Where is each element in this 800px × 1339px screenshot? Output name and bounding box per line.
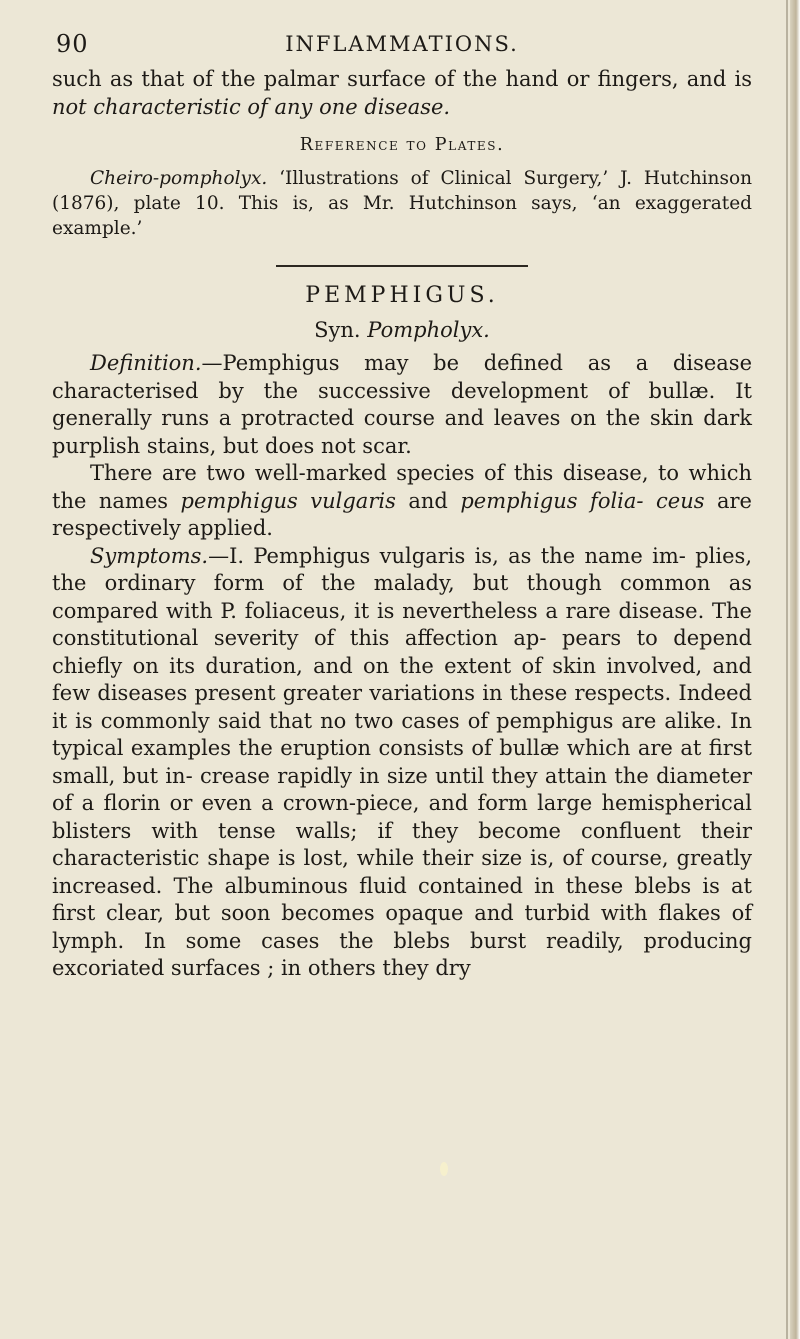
reference-text: ‘Illustrations of Clinical Surgery,’ J. Hutchinson (1876), plate 10. This is, as Mr. Hutchinson says, ‘an exaggerated example.’ [52,168,752,239]
species-term-foliaceus: pemphigus folia- ceus [460,488,705,513]
paper-speck [440,1162,448,1176]
intro-italic: not characteristic of any one disease. [52,94,451,119]
page-edge [790,0,800,1339]
species-before: There are two well-marked species of this disease, to which the names [52,461,752,513]
species-middle: and [395,488,461,513]
book-page [52,30,752,983]
running-title: INFLAMMATIONS. [285,32,519,56]
section-divider [276,265,528,267]
intro-text: such as that of the palmar surface of the hand or fingers, and is [52,67,752,91]
section-title: PEMPHIGUS. [305,283,499,308]
symptoms-label: Symptoms. [90,543,209,568]
species-term-vulgaris: pemphigus vulgaris [180,488,396,513]
species-paragraph [52,460,752,543]
synonym-term: Pompholyx. [367,318,490,342]
symptoms-text: —I. Pemphigus vulgaris is, as the name im- plies, the ordinary form of the malady, but though common as compared with P. foliaceus, it is nevertheless a rare disease. The constitutional severity of this affection ap- pears to depend chiefly on its duration, and on the extent of skin involved, and few diseases present greater variations in these respects. Indeed it is commonly said that no two cases of pemphigus are alike. In typical examples the eruption consists of bullæ which are at first small, but in- crease rapidly in size until they attain the diameter of a florin or even a crown-piece, and form large hemispherical blisters with tense walls; if they become confluent their characteristic shape is lost, while their size is, of course, greatly increased. The albuminous fluid contained in these blebs is at first clear, but soon becomes opaque and turbid with flakes of lymph. In some cases the blebs burst readily, producing excoriated surfaces ; in others they dry [52,543,752,980]
reference-heading: Reference to Plates. [299,135,505,155]
page-binding-shadow [786,0,788,1339]
reference-label: Cheiro-pompholyx. [90,168,268,189]
definition-paragraph [52,350,752,460]
synonym-prefix: Syn. [314,318,368,342]
definition-label: Definition. [90,351,202,375]
synonym-line [52,318,752,342]
page-number: 90 [56,30,89,58]
running-head [52,30,752,66]
symptoms-paragraph [52,543,752,983]
species-after: are respectively applied. [52,488,752,540]
reference-paragraph [52,166,752,241]
definition-text: —Pemphigus may be defined as a disease characterised by the successive development of bullæ. It generally runs a protracted course and leaves on the skin dark purplish stains, but does not scar. [52,351,752,458]
intro-paragraph [52,66,752,121]
